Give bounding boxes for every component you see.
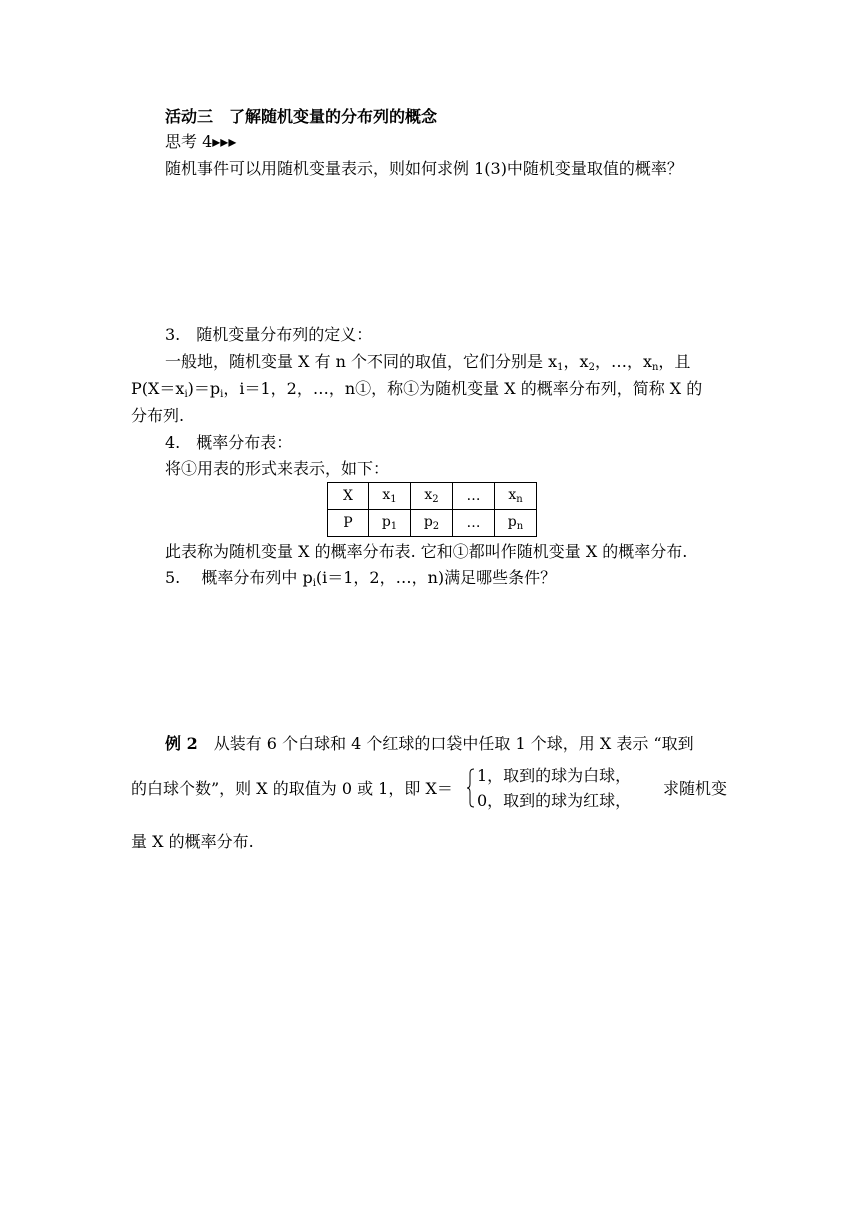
section4-title: 4. 概率分布表： [165,433,293,452]
table-cell: … [453,483,495,510]
section3-line3: 分布列. [131,406,185,425]
table-row-p [328,510,537,537]
table-header-cell: P [328,510,369,537]
example2-line3: 量 X 的概率分布. [131,832,254,851]
table-header-cell: X [328,483,369,510]
think-label: 思考 4▸▸▸ [165,132,237,151]
table-cell: … [453,510,495,537]
table-cell: $x_1$ [369,483,411,510]
section3-line2: $P(X=x_i)=p_i$，i＝1，2，…，n①，称①为随机变量 X 的概率分布列，简称 X 的 [131,379,703,400]
section5-question: 5. 概率分布列中 $p_i(i=1$，2，…，n)满足哪些条件？ [165,568,557,589]
example-label: 例 2 [165,734,198,753]
section3-title: 3. 随机变量分布列的定义： [165,325,373,344]
example2-line1: 例 2 从装有 6 个白球和 4 个红球的口袋中任取 1 个球，用 X 表示 “取到 [165,734,694,753]
left-brace-icon [466,768,475,808]
piecewise-case-2: 0，取到的球为红球， [477,791,632,810]
section4-intro: 将①用表的形式来表示，如下： [165,459,390,478]
think-question: 随机事件可以用随机变量表示，则如何求例 1(3)中随机变量取值的概率？ [165,159,683,178]
table-cell: $p_2$ [411,510,453,537]
table-cell: $p_1$ [369,510,411,537]
probability-distribution-table [327,482,537,537]
activity-heading: 活动三 了解随机变量的分布列的概念 [165,107,438,126]
section3-line1: 一般地，随机变量 X 有 n 个不同的取值，它们分别是 $x_1$，$x_2$，…，$x_n$，且 [165,352,691,373]
table-cell: $x_n$ [495,483,537,510]
example2-line2: 的白球个数”，则 X 的取值为 0 或 1，即 X＝ [131,779,453,798]
section4-after: 此表称为随机变量 X 的概率分布表. 它和①都叫作随机变量 X 的概率分布. [165,542,688,561]
example2-line2-end: 求随机变 [663,779,728,798]
table-cell: $x_2$ [411,483,453,510]
piecewise-case-1: 1，取到的球为白球， [477,766,632,785]
table-row-x [328,483,537,510]
table-cell: $p_n$ [495,510,537,537]
